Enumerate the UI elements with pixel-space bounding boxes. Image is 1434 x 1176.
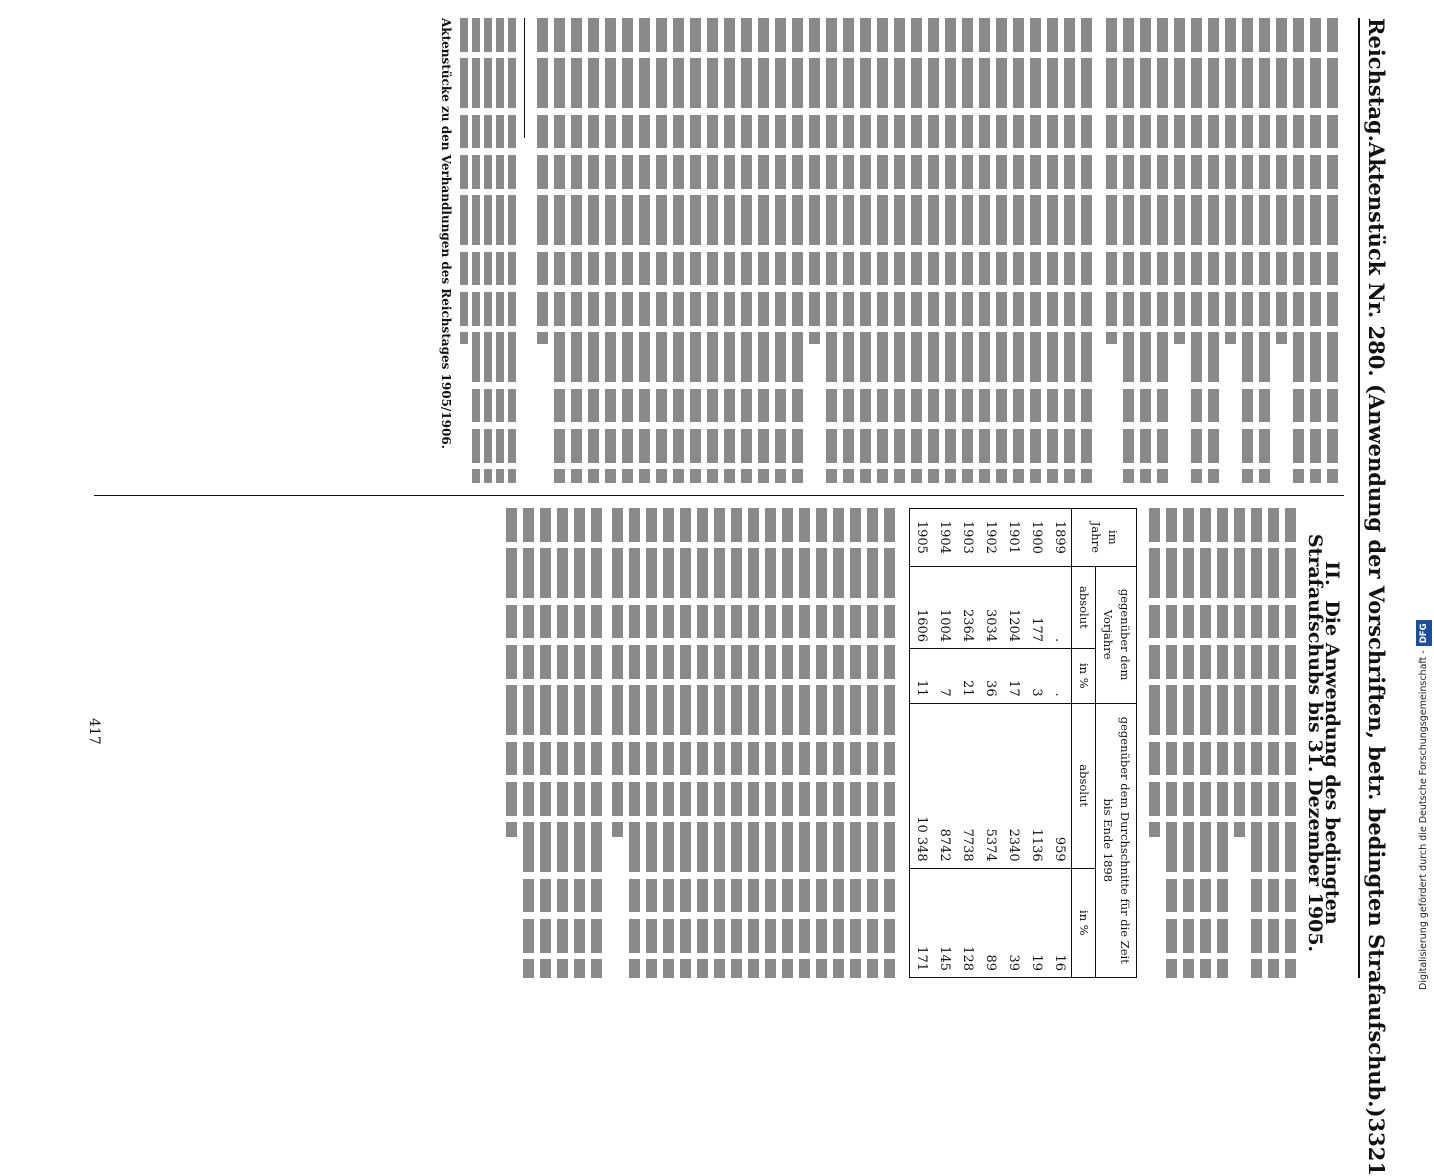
dfg-logo: DFG xyxy=(1416,620,1432,646)
text-line xyxy=(809,18,820,344)
footnotes xyxy=(460,18,516,483)
sub-abs-header: absolut xyxy=(1072,566,1096,648)
cell-year: 1904 xyxy=(933,509,956,567)
cell-pct-prev: 11 xyxy=(910,649,934,704)
text-line xyxy=(792,18,803,483)
cell-pct-avg: 19 xyxy=(1025,868,1048,977)
text-line xyxy=(496,18,504,483)
text-line xyxy=(765,508,776,978)
cell-abs-prev: 3034 xyxy=(979,566,1002,648)
text-line xyxy=(1013,18,1024,483)
text-line xyxy=(622,18,633,483)
text-line xyxy=(1251,508,1262,978)
text-line xyxy=(656,18,667,483)
header-title: Aktenstück Nr. 280. (Anwendung der Vorschriften, betr. bedingten Strafaufschub.) xyxy=(1364,141,1389,1118)
cell-abs-prev: 1606 xyxy=(910,566,934,648)
text-line xyxy=(1157,18,1168,483)
text-line xyxy=(1293,18,1304,483)
text-line xyxy=(646,508,657,978)
text-line xyxy=(1234,508,1245,837)
text-line xyxy=(605,18,616,483)
text-line xyxy=(945,18,956,483)
table-row xyxy=(1025,509,1048,978)
text-line xyxy=(775,18,786,483)
cell-abs-prev: . xyxy=(1048,566,1072,648)
text-line xyxy=(1208,18,1219,483)
text-line xyxy=(1047,18,1058,483)
text-line xyxy=(1183,508,1194,978)
table-row xyxy=(1002,509,1025,978)
text-line xyxy=(833,508,844,978)
text-line xyxy=(1030,18,1041,483)
text-line xyxy=(867,508,878,978)
cell-pct-prev: 36 xyxy=(979,649,1002,704)
text-line xyxy=(571,18,582,483)
side-attribution-text xyxy=(1416,10,1432,990)
section-title xyxy=(1304,508,1343,978)
text-line xyxy=(799,508,810,978)
text-line xyxy=(816,508,827,978)
text-line xyxy=(758,18,769,483)
text-line xyxy=(1268,508,1279,978)
text-line xyxy=(782,508,793,978)
numbered-items xyxy=(1106,18,1338,483)
text-line xyxy=(843,18,854,483)
cell-year: 1905 xyxy=(910,509,934,567)
text-line xyxy=(1200,508,1211,978)
text-line xyxy=(1242,18,1253,483)
cell-abs-avg: 5374 xyxy=(979,703,1002,868)
text-line xyxy=(860,18,871,483)
text-line xyxy=(1166,508,1177,978)
text-line xyxy=(1081,18,1092,483)
text-line xyxy=(1149,508,1160,837)
statistics-table-wrap xyxy=(909,508,1137,978)
running-head xyxy=(1358,18,1398,1176)
text-line xyxy=(962,18,973,483)
text-line xyxy=(557,508,568,978)
text-line xyxy=(484,18,492,483)
text-line xyxy=(540,508,551,978)
cell-abs-avg: 7738 xyxy=(956,703,979,868)
footnote-rule xyxy=(524,18,525,138)
cell-pct-avg: 39 xyxy=(1002,868,1025,977)
text-line xyxy=(1123,18,1134,483)
text-line xyxy=(1327,18,1338,483)
text-line xyxy=(1064,18,1075,483)
cell-pct-prev: 17 xyxy=(1002,649,1025,704)
cell-pct-prev: 7 xyxy=(933,649,956,704)
text-line xyxy=(639,18,650,483)
cell-abs-avg: 959 xyxy=(1048,703,1072,868)
text-line xyxy=(1225,18,1236,344)
cell-year: 1902 xyxy=(979,509,1002,567)
text-line xyxy=(506,508,517,837)
text-line xyxy=(826,18,837,483)
intro-paragraph xyxy=(1149,508,1296,978)
text-line xyxy=(850,508,861,978)
text-line xyxy=(714,508,725,978)
text-line xyxy=(588,18,599,483)
text-line xyxy=(1276,18,1287,344)
cell-abs-prev: 1204 xyxy=(1002,566,1025,648)
cell-pct-avg: 145 xyxy=(933,868,956,977)
text-line xyxy=(629,508,640,978)
left-column xyxy=(437,18,1344,483)
text-line xyxy=(748,508,759,978)
text-line xyxy=(673,18,684,483)
closing-paragraph xyxy=(506,508,602,978)
section-title-text: Die Anwendung des bedingten Strafaufschubs bis 31. Dezember 1905. xyxy=(1304,533,1343,953)
table-row xyxy=(956,509,979,978)
section-number: II. xyxy=(1321,561,1343,586)
cell-abs-prev: 2364 xyxy=(956,566,979,648)
text-line xyxy=(928,18,939,483)
text-line xyxy=(612,508,623,837)
text-line xyxy=(741,18,752,483)
cell-year: 1901 xyxy=(1002,509,1025,567)
text-line xyxy=(911,18,922,483)
text-line xyxy=(894,18,905,483)
cell-year: 1899 xyxy=(1048,509,1072,567)
cell-abs-avg: 10 348 xyxy=(910,703,934,868)
cell-abs-prev: 1004 xyxy=(933,566,956,648)
footer-page-number: 417 xyxy=(86,718,102,745)
text-line xyxy=(1106,18,1117,344)
text-line xyxy=(979,18,990,483)
header-left: Reichstag. xyxy=(1364,18,1389,142)
text-line xyxy=(472,18,480,483)
text-line xyxy=(523,508,534,978)
statistics-table xyxy=(909,508,1137,978)
cell-pct-avg: 89 xyxy=(979,868,1002,977)
cell-abs-avg: 1136 xyxy=(1025,703,1048,868)
sub-abs-header: absolut xyxy=(1072,703,1096,868)
text-line xyxy=(574,508,585,978)
side-attribution xyxy=(1416,10,1432,990)
text-line xyxy=(508,18,516,483)
text-line xyxy=(591,508,602,978)
body-paragraphs xyxy=(537,18,1092,483)
text-line xyxy=(460,18,468,344)
cell-pct-avg: 16 xyxy=(1048,868,1072,977)
text-line xyxy=(680,508,691,978)
table-row xyxy=(979,509,1002,978)
text-line xyxy=(1285,508,1296,978)
column-divider xyxy=(94,495,1344,496)
text-line xyxy=(1140,18,1151,483)
text-line xyxy=(731,508,742,978)
text-line xyxy=(877,18,888,483)
sub-pct-header: in % xyxy=(1072,649,1096,704)
table-row xyxy=(1048,509,1072,978)
cell-pct-prev: 3 xyxy=(1025,649,1048,704)
cell-abs-avg: 2340 xyxy=(1002,703,1025,868)
text-line xyxy=(1174,18,1185,344)
cell-abs-avg: 8742 xyxy=(933,703,956,868)
text-line xyxy=(554,18,565,483)
group-average-header: gegenüber dem Durchschnitte für die Zeit bis Ende 1898 xyxy=(1096,703,1137,977)
cell-pct-avg: 128 xyxy=(956,868,979,977)
text-line xyxy=(1217,508,1228,978)
text-line xyxy=(537,18,548,344)
cell-pct-prev: . xyxy=(1048,649,1072,704)
table-row xyxy=(933,509,956,978)
text-line xyxy=(1191,18,1202,483)
col-year-header: im Jahre xyxy=(1072,509,1137,567)
cell-pct-avg: 171 xyxy=(910,868,934,977)
footer-left: Aktenstücke zu den Verhandlungen des Reichstages 1905/1906. xyxy=(439,18,453,449)
cell-year: 1900 xyxy=(1025,509,1048,567)
text-line xyxy=(690,18,701,483)
rotated-page-content xyxy=(68,18,1398,1176)
analysis-paragraph xyxy=(612,508,895,978)
cell-abs-prev: 177 xyxy=(1025,566,1048,648)
header-page-number: 3321 xyxy=(1364,1117,1389,1176)
cell-year: 1903 xyxy=(956,509,979,567)
text-line xyxy=(663,508,674,978)
text-line xyxy=(884,508,895,978)
side-attribution-label: Digitalisierung gefördert durch die Deutsche Forschungsgemeinschaft - xyxy=(1418,650,1429,990)
right-column xyxy=(500,508,1344,978)
text-line xyxy=(697,508,708,978)
text-line xyxy=(1310,18,1321,483)
text-line xyxy=(707,18,718,483)
cell-pct-prev: 21 xyxy=(956,649,979,704)
text-line xyxy=(996,18,1007,483)
sub-pct-header: in % xyxy=(1072,868,1096,977)
table-row xyxy=(910,509,934,978)
text-line xyxy=(1259,18,1270,483)
group-prev-year-header: gegenüber dem Vorjahre xyxy=(1096,566,1137,703)
text-line xyxy=(724,18,735,483)
